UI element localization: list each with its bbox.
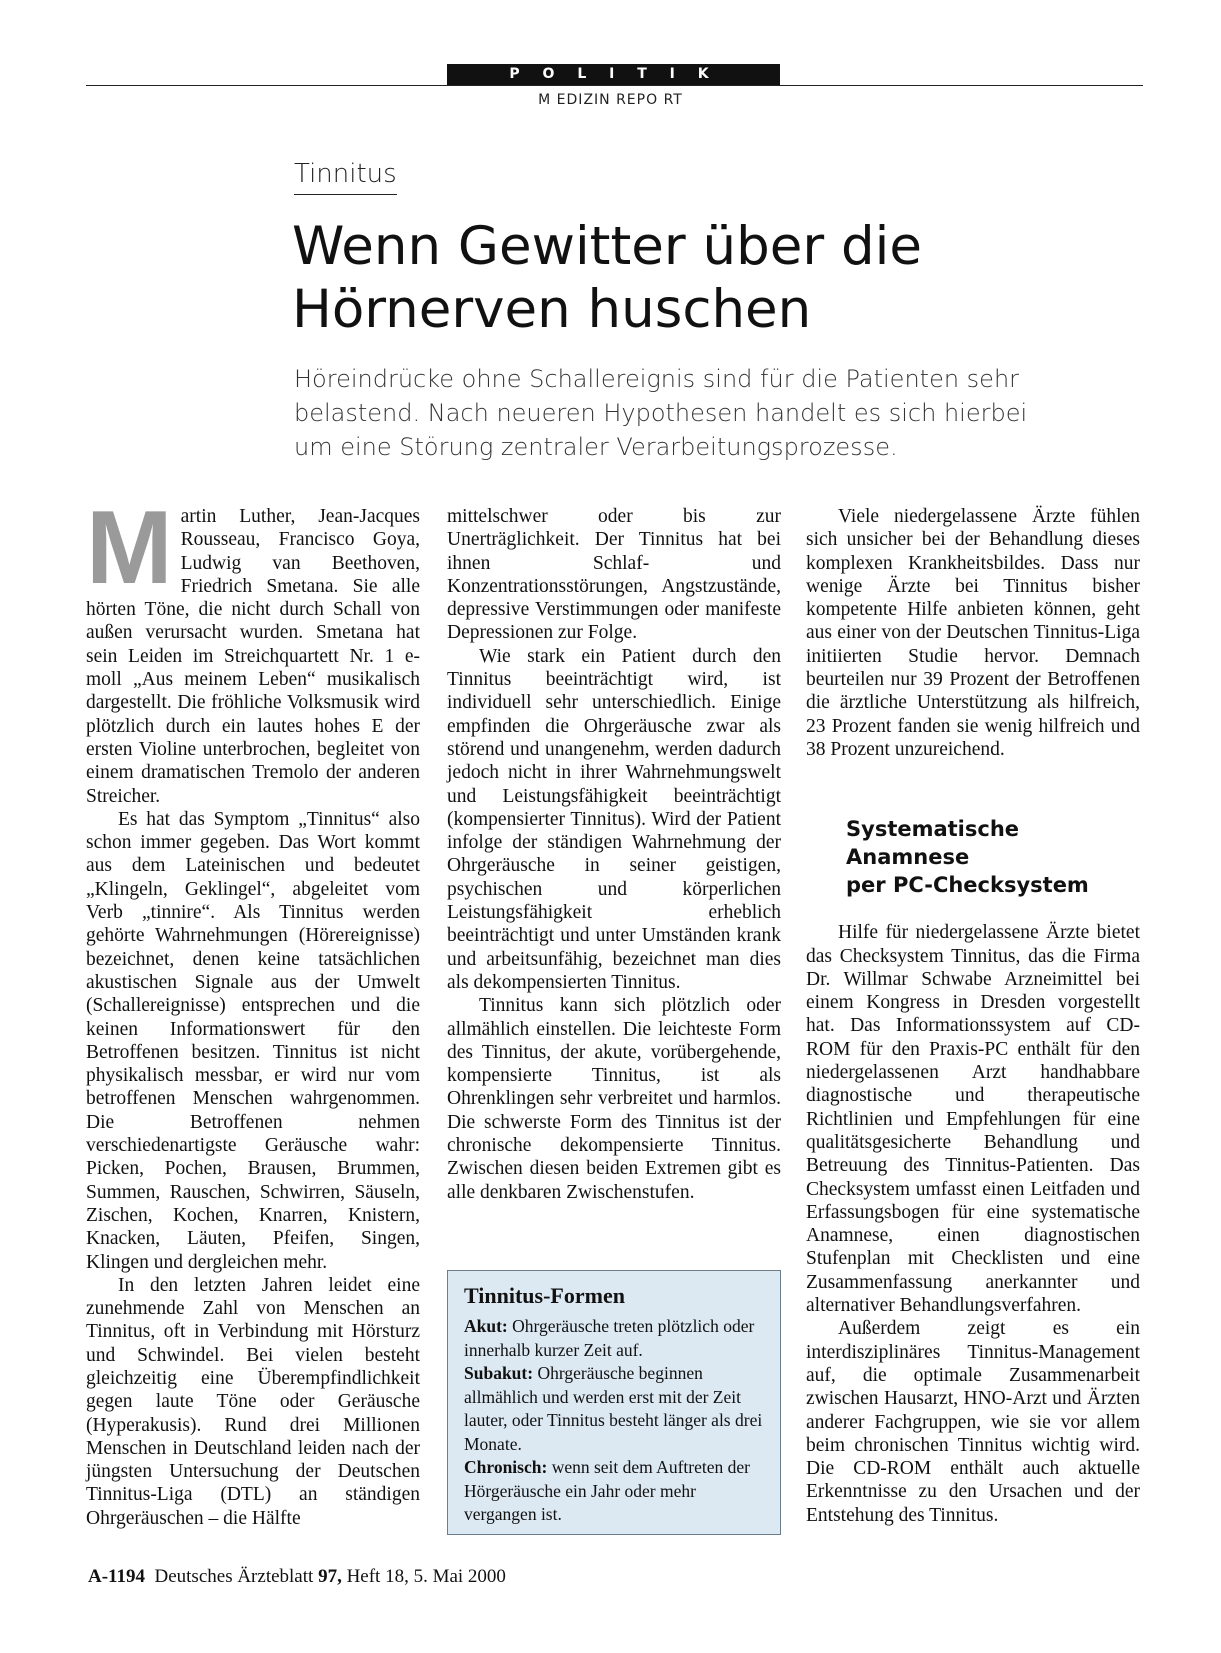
info-box xyxy=(447,1270,781,1535)
section-subheading xyxy=(846,815,1140,899)
info-box-term: Akut: xyxy=(464,1316,508,1336)
column-3 xyxy=(806,505,1140,1545)
journal-volume: 97, xyxy=(318,1566,342,1587)
info-box-term: Chronisch: xyxy=(464,1457,548,1477)
info-box-item xyxy=(464,1362,764,1456)
subheading-line-1: Systematische Anamnese xyxy=(846,817,1020,870)
subheading-line-2: per PC-Checksystem xyxy=(846,873,1089,898)
paragraph: Wie stark ein Patient durch den Tinnitus beeinträchtigt wird, ist individuell sehr unterschiedlich. Einige empfinden die Ohrgeräusche zwar als störend und unangenehm, werden dadurch jedoch nicht in ihrer Wahrnehmungswelt und Leistungsfähigkeit beeinträchtigt (kompensierter Tinnitus). Wird der Patient infolge der ständigen Wahrnehmung der Ohrgeräusche in seiner geistigen, psychischen und körperlichen Leistungsfähigkeit erheblich beeinträchtigt und unter Umständen krank und arbeitsunfähig, bezeichnet man dies als dekompensierten Tinnitus. xyxy=(447,645,781,993)
paragraph: mittelschwer oder bis zur Unerträglichkeit. Der Tinnitus hat bei ihnen Schlaf- und Konzentrationsstörungen, Angstzustände, depressive Verstimmungen oder manifeste Depressionen zur Folge. xyxy=(447,506,781,644)
journal-name: Deutsches Ärzteblatt xyxy=(154,1566,314,1587)
info-box-text: wenn seit dem Auftreten der Hörgeräusche ein Jahr oder mehr vergangen ist. xyxy=(464,1457,750,1524)
info-box-item xyxy=(464,1315,764,1362)
headline-line-1: Wenn Gewitter über die xyxy=(292,216,922,277)
paragraph: Außerdem zeigt es ein interdisziplinäres Tinnitus-Management auf, die optimale Zusammenarbeit zwischen Hausarzt, HNO-Arzt und Ärzten anderer Fachgruppen, wie sie vor allem beim chronischen Tinnitus wichtig wird. Die CD-ROM enthält auch aktuelle Erkenntnisse zu den Ursachen und der Entstehung des Tinnitus. xyxy=(806,1318,1140,1526)
article-lead: Höreindrücke ohne Schallereignis sind für die Patienten sehr belastend. Nach neueren Hypothesen handelt es sich hierbei um eine Störung zentraler Verarbeitungsprozesse. xyxy=(294,365,1028,461)
page-number: A-1194 xyxy=(88,1566,145,1587)
info-box-item xyxy=(464,1456,764,1527)
page-footer xyxy=(88,1566,506,1588)
info-box-text: Ohrgeräusche treten plötzlich oder innerhalb kurzer Zeit auf. xyxy=(464,1316,755,1360)
column-1 xyxy=(86,490,420,1545)
paragraph: In den letzten Jahren leidet eine zunehmende Zahl von Menschen an Tinnitus, oft in Verbindung mit Hörsturz und Schwindel. Bei vielen besteht gleichzeitig eine Überempfindlichkeit gegen laute Töne oder Geräusche (Hyperakusis). Rund drei Millionen Menschen in Deutschland leiden nach der jüngsten Untersuchung der Deutschen Tinnitus-Liga (DTL) an ständigen Ohrgeräuschen – die Hälfte xyxy=(86,1274,420,1529)
subsection-label: M EDIZIN REPO RT xyxy=(538,92,683,108)
header-rule xyxy=(86,85,1143,86)
section-label: P O L I T I K xyxy=(447,64,780,85)
article-headline xyxy=(292,215,1112,341)
drop-cap: M xyxy=(86,490,173,606)
paragraph-text: artin Luther, Jean-Jacques Rousseau, Francisco Goya, Ludwig van Beethoven, Friedrich Smetana. Sie alle hörten Töne, die nicht durch Schall von außen verursacht wurden. Smetana hat sein Leiden im Streichquartett Nr. 1 e-moll „Aus meinem Leben“ musikalisch dargestellt. Die fröhliche Volksmusik wird plötzlich durch ein lautes hohes E der ersten Violine unterbrochen, begleitet von einem dramatischen Tremolo der anderen Streicher. xyxy=(86,506,420,807)
paragraph xyxy=(86,490,420,808)
headline-line-2: Hörnerven huschen xyxy=(292,279,812,340)
info-box-title: Tinnitus-Formen xyxy=(464,1283,625,1308)
article-kicker: Tinnitus xyxy=(294,157,397,195)
journal-issue: Heft 18, 5. Mai 2000 xyxy=(346,1566,506,1587)
info-box-term: Subakut: xyxy=(464,1363,534,1383)
info-box-text: Ohrgeräusche beginnen allmählich und werden erst mit der Zeit lauter, oder Tinnitus besteht länger als drei Monate. xyxy=(464,1363,763,1454)
paragraph: Tinnitus kann sich plötzlich oder allmählich einstellen. Die leichteste Form des Tinnitus, der akute, vorübergehende, kompensierte Tinnitus, ist als Ohrenklingen sehr verbreitet und harmlos. Die schwerste Form des Tinnitus ist der chronische dekompensierte Tinnitus. Zwischen diesen beiden Extremen gibt es alle denkbaren Zwischenstufen. xyxy=(447,995,781,1203)
paragraph: Viele niedergelassene Ärzte fühlen sich unsicher bei der Behandlung dieses komplexen Krankheitsbildes. Dass nur wenige Ärzte bei Tinnitus bisher kompetente Hilfe anbieten können, geht aus einer von der Deutschen Tinnitus-Liga initiierten Studie hervor. Demnach beurteilen nur 39 Prozent der Betroffenen die ärztliche Unterstützung als hilfreich, 23 Prozent fanden sie wenig hilfreich und 38 Prozent unzureichend. xyxy=(806,506,1140,760)
paragraph: Hilfe für niedergelassene Ärzte bietet das Checksystem Tinnitus, das die Firma Dr. Willmar Schwabe Arzneimittel bei einem Kongress in Dresden vorgestellt hat. Das Informationssystem auf CD-ROM für den Praxis-PC enthält für den niedergelassenen Arzt handhabbare diagnostische und therapeutische Richtlinien und Empfehlungen für eine qualitätsgesicherte Behandlung und Betreuung des Tinnitus-Patienten. Das Checksystem umfasst einen Leitfaden und Erfassungsbogen für eine systematische Anamnese, einen diagnostischen Stufenplan mit Checklisten und eine Zusammenfassung anerkannter und alternativer Behandlungsverfahren. xyxy=(806,922,1140,1317)
column-2 xyxy=(447,505,781,1265)
paragraph: Es hat das Symptom „Tinnitus“ also schon immer gegeben. Das Wort kommt aus dem Lateinischen und bedeutet „Klingeln, Geklingel“, abgeleitet vom Verb „tinnire“. Als Tinnitus werden gehörte Wahrnehmungen (Hörereignisse) bezeichnet, denen keine tatsächlichen akustischen Signale aus der Umwelt (Schallereignisse) entsprechen und die keinen Informationswert für den Betroffenen besitzen. Tinnitus ist nicht physikalisch messbar, er wird nur vom betroffenen Menschen wahrgenommen. Die Betroffenen nehmen verschiedenartigste Geräusche wahr: Picken, Pochen, Brausen, Brummen, Summen, Rauschen, Schwirren, Säuseln, Zischen, Kochen, Knarren, Knistern, Knacken, Läuten, Pfeifen, Singen, Klingen und dergleichen mehr. xyxy=(86,808,420,1273)
